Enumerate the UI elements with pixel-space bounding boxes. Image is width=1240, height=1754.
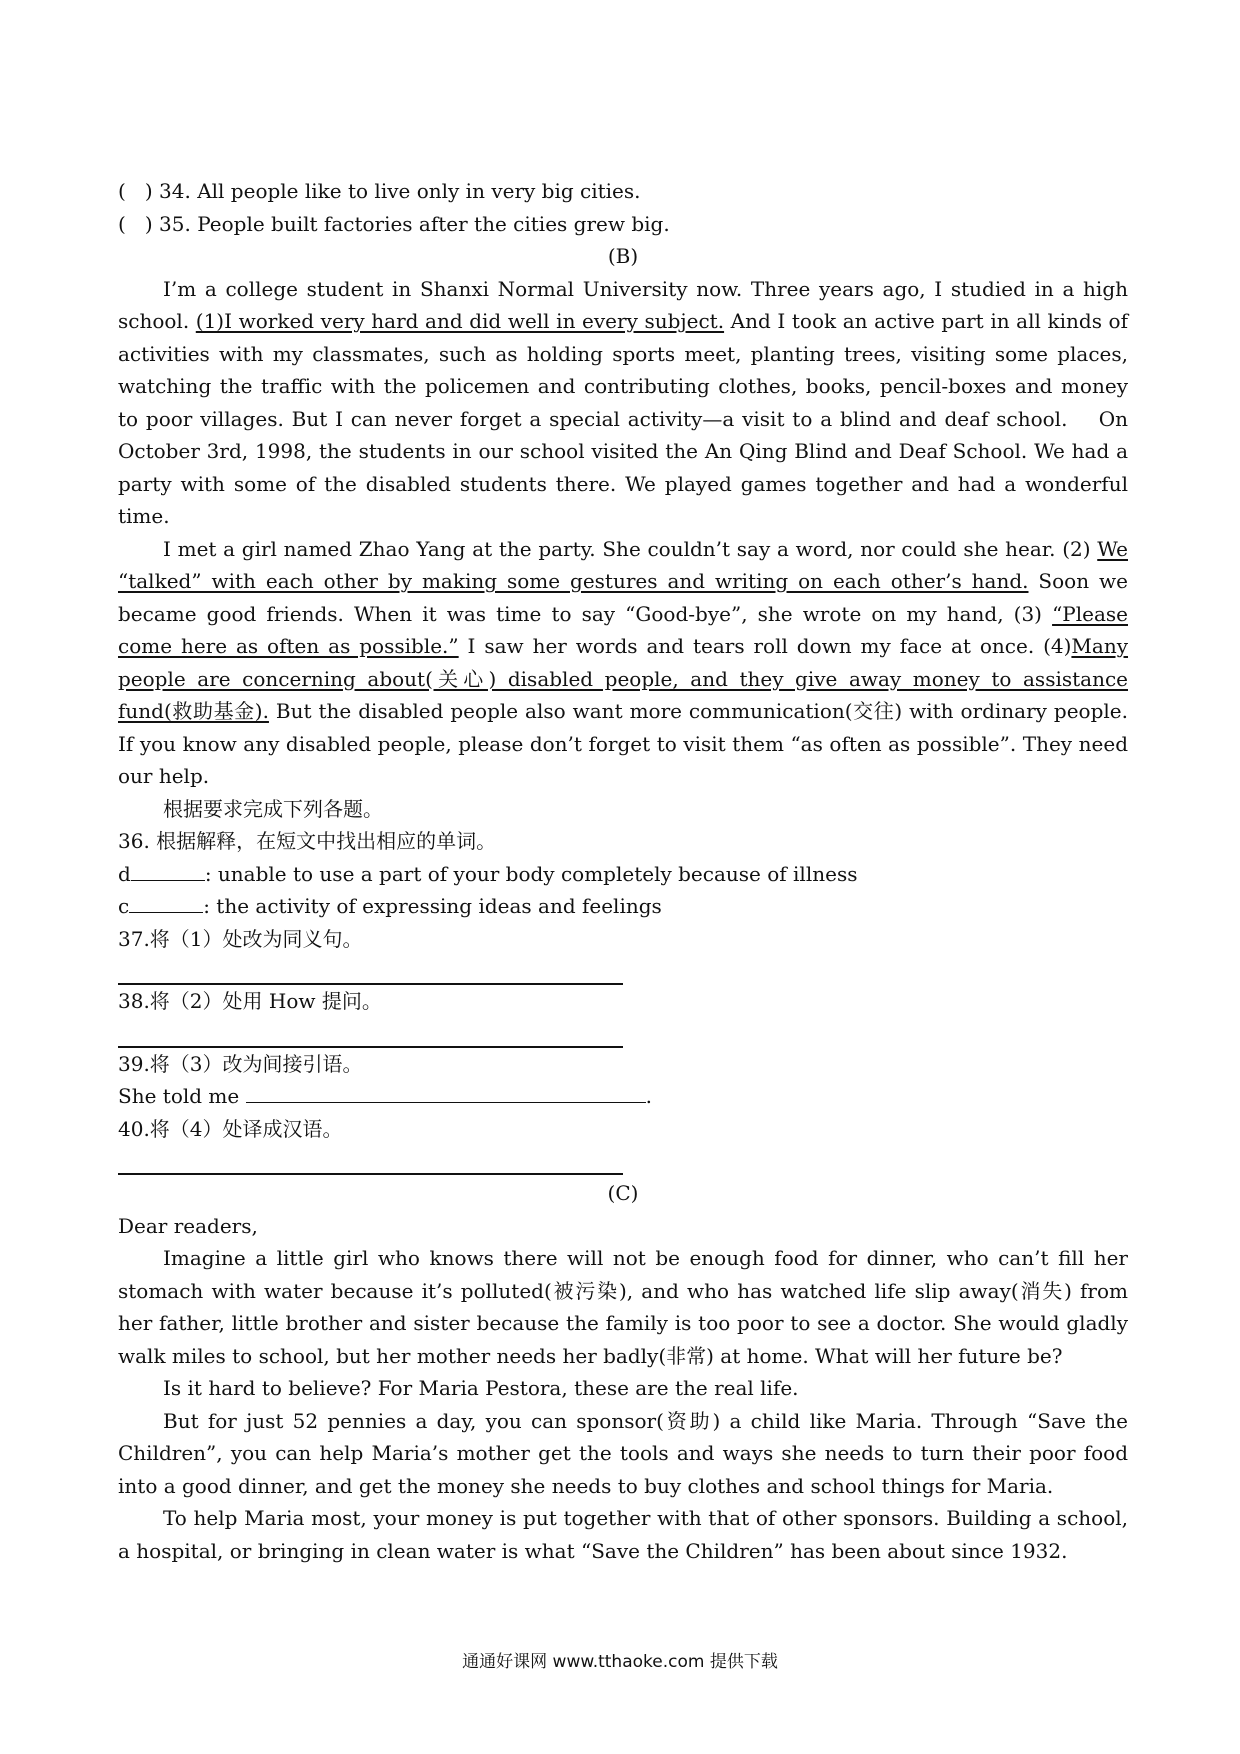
section-b-heading: (B) bbox=[607, 244, 639, 268]
text-run: I met a girl named Zhao Yang at the party. She couldn’t say a word, nor could she hear. (2) bbox=[163, 536, 1098, 561]
section-c-paragraph-2: Is it hard to believe? For Maria Pestora, these are the real life. bbox=[163, 1376, 799, 1400]
answer-paren[interactable]: ( ) bbox=[118, 179, 153, 203]
worksheet-page bbox=[118, 175, 1128, 1567]
first-letter: c bbox=[118, 894, 130, 918]
answer-line-37[interactable] bbox=[118, 955, 623, 985]
question-36: 36. 根据解释，在短文中找出相应的单词。 bbox=[118, 829, 497, 853]
question-39: 39.将（3）改为间接引语。 bbox=[118, 1051, 363, 1076]
underlined-sentence-1: (1)I worked very hard and did well in every subject. bbox=[195, 309, 725, 333]
word-blank-c[interactable] bbox=[129, 892, 203, 913]
text-run: Soon we became good friends. When it was time to say “Good-bye”, she wrote on my hand, (3) bbox=[118, 569, 1128, 626]
section-b-paragraph-1 bbox=[118, 273, 1128, 533]
answer-line-38[interactable] bbox=[118, 1018, 623, 1048]
answer-line-40[interactable] bbox=[118, 1145, 623, 1175]
underlined-sentence-4: Many people are concerning about(关心) disabled people, and they give away money to assistance fund(救助基金). bbox=[118, 634, 1129, 723]
prompt-text: She told me bbox=[118, 1084, 240, 1108]
first-letter: d bbox=[118, 861, 131, 886]
letter-greeting: Dear readers, bbox=[118, 1213, 258, 1238]
question-38: 38.将（2）处用 How 提问。 bbox=[118, 989, 382, 1013]
instruction: 根据要求完成下列各题。 bbox=[163, 796, 383, 821]
text-run: And I took an active part in all kinds of activities with my classmates, such as holding sports meet, planting trees, visiting some places, watching the traffic with the policemen and contributing clothes, books, pencil-boxes and money to poor villages. But I can never forget a special activity—a visit to a blind and deaf school. On October 3rd, 1998, the students in our school visited the An Qing Blind and Deaf School. We had a party with some of the disabled students there. We played games together and had a wonderful time. bbox=[118, 309, 1129, 528]
word-blank-d[interactable] bbox=[131, 860, 205, 881]
tf-item-35 bbox=[118, 208, 1128, 241]
question-36-c bbox=[118, 890, 1128, 923]
text-run: But the disabled people also want more communication(交往) with ordinary people. If you know any disabled people, please don’t forget to visit them “as often as possible”. They need our help. bbox=[118, 699, 1128, 788]
question-39-answer bbox=[118, 1080, 1128, 1113]
tf-text: 35. People built factories after the cities grew big. bbox=[159, 211, 670, 236]
section-c-paragraph-4: To help Maria most, your money is put together with that of other sponsors. Building a school, a hospital, or bringing in clean water is what “Save the Children” has been about since 1932. bbox=[118, 1506, 1128, 1563]
page-footer: 通通好课网 www.tthaoke.com 提供下载 bbox=[462, 1652, 778, 1672]
underlined-sentence-3: “Please come here as often as possible.” bbox=[118, 601, 1128, 658]
period: . bbox=[645, 1084, 652, 1108]
definition: : unable to use a part of your body completely because of illness bbox=[204, 861, 858, 886]
section-c-paragraph-1: Imagine a little girl who knows there will not be enough food for dinner, who can’t fill her stomach with water because it’s polluted(被污染), and who has watched life slip away(消失) from her father, little brother and sister because the family is too poor to see a doctor. She would gladly walk miles to school, but her mother needs her badly(非常) at home. What will her future be? bbox=[118, 1246, 1128, 1368]
answer-blank-39[interactable] bbox=[246, 1082, 646, 1103]
section-c-paragraph-3: But for just 52 pennies a day, you can sponsor(资助) a child like Maria. Through “Save the Children”, you can help Maria’s mother get the tools and ways she needs to turn their poor food into a good dinner, and get the money she needs to buy clothes and school things for Maria. bbox=[118, 1408, 1128, 1498]
tf-item-34 bbox=[118, 175, 1128, 208]
question-36-d bbox=[118, 858, 1128, 891]
section-c-heading: (C) bbox=[607, 1181, 639, 1205]
definition: : the activity of expressing ideas and feelings bbox=[203, 894, 662, 918]
question-40: 40.将（4）处译成汉语。 bbox=[118, 1116, 343, 1141]
underlined-sentence-2: We “talked” with each other by making some gestures and writing on each other’s hand. bbox=[118, 536, 1128, 593]
answer-paren[interactable]: ( ) bbox=[118, 211, 153, 236]
text-run: I saw her words and tears roll down my face at once. (4) bbox=[458, 634, 1072, 658]
tf-text: 34. All people like to live only in very big cities. bbox=[159, 179, 641, 203]
question-37: 37.将（1）处改为同义句。 bbox=[118, 926, 363, 951]
text-run: I’m a college student in Shanxi Normal University now. Three years ago, I studied in a high school. bbox=[118, 276, 1128, 333]
section-b-paragraph-2 bbox=[118, 533, 1128, 793]
